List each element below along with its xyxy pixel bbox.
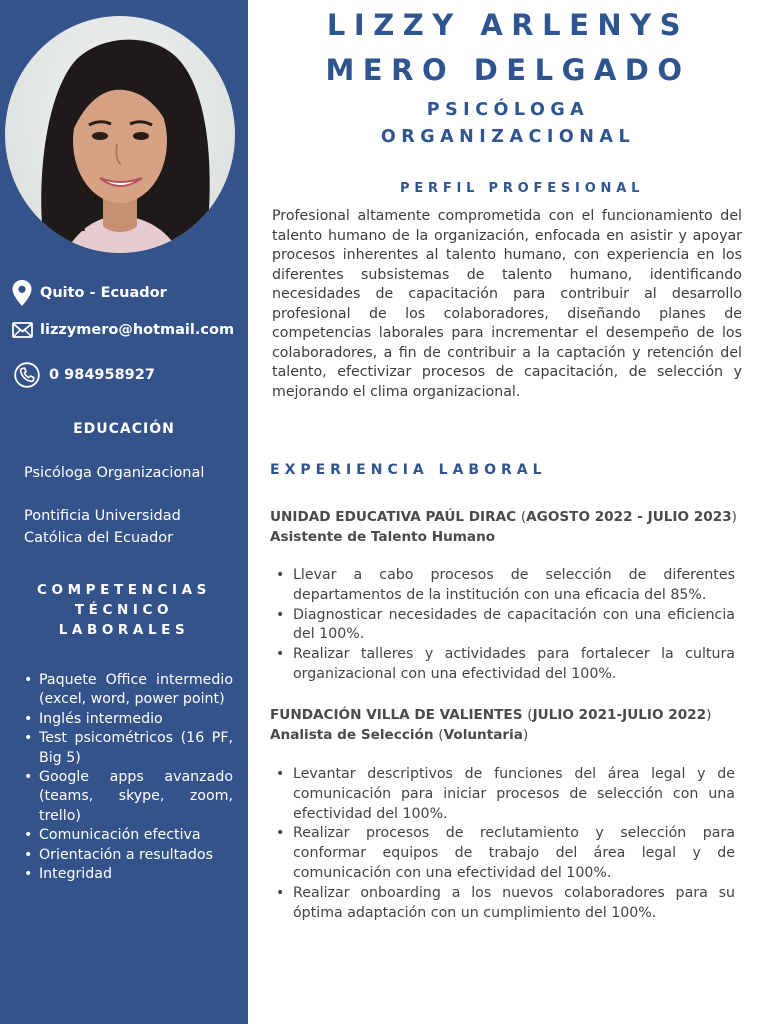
education-heading: EDUCACIÓN [73, 421, 175, 437]
job-bullets [293, 765, 735, 923]
list-item: • Realizar procesos de reclutamiento y selección para conformar equipos de trabajo del área legal y de comunicación con una efectividad del 100%. [293, 824, 735, 883]
location-pin-icon [12, 280, 32, 306]
phone-text[interactable]: 0 984958927 [49, 367, 155, 383]
list-item: • Paquete Office intermedio (excel, word, power point) [39, 671, 233, 710]
competencies-heading-line: TÉCNICO [74, 602, 174, 618]
job-position: Asistente de Talento Humano [270, 529, 496, 545]
job-company-line: UNIDAD EDUCATIVA PAÚL DIRAC (AGOSTO 2022 - JULIO 2023) [270, 509, 737, 525]
job-position: Analista de Selección [270, 727, 434, 743]
role-line-2: ORGANIZACIONAL [380, 127, 636, 147]
profile-text: Profesional altamente comprometida con el funcionamiento del talento humano de la organización, enfocada en asistir y apoyar procesos inherentes al talento humano, con experiencia en los diferentes subsistemas de talento humano, identificando necesidades de capacitación para contribuir al desarrollo profesional de los colaboradores, diseñando planes de competencias laborales para incrementar el desempeño de los colaboradores, a fin de contribuir a la captación y retención del talento, efectivizar procesos de capacitación, de selección y mejorando el clima organizacional. [272, 208, 742, 400]
list-item: • Inglés intermedio [39, 710, 233, 729]
competencies-heading-line: LABORALES [58, 622, 190, 638]
contact-email[interactable] [12, 322, 234, 338]
contact-phone[interactable] [14, 362, 155, 388]
job-bullets [293, 566, 735, 685]
email-text[interactable]: lizzymero@hotmail.com [40, 322, 235, 338]
competencies-list [39, 671, 233, 884]
contact-location [12, 280, 167, 306]
list-item: • Realizar talleres y actividades para fortalecer la cultura organizacional con una efectividad del 100%. [293, 645, 735, 685]
phone-icon [14, 362, 40, 388]
envelope-icon [12, 322, 33, 338]
name-line-2: MERO DELGADO [325, 53, 691, 87]
job-company-line: FUNDACIÓN VILLA DE VALIENTES (JULIO 2021-JULIO 2022) [270, 707, 712, 723]
list-item: • Diagnosticar necesidades de capacitación con una eficiencia del 100%. [293, 606, 735, 646]
list-item: • Comunicación efectiva [39, 826, 233, 845]
list-item: • Realizar onboarding a los nuevos colaboradores para su óptima adaptación con un cumplimiento del 100%. [293, 884, 735, 924]
job-company: FUNDACIÓN VILLA DE VALIENTES [270, 707, 523, 723]
sidebar [0, 0, 248, 1024]
experience-heading: EXPERIENCIA LABORAL [270, 462, 547, 478]
name-line-1: LIZZY ARLENYS [326, 8, 690, 42]
profile-photo [5, 16, 235, 253]
job-position-line: Analista de Selección (Voluntaria) [270, 727, 529, 743]
list-item: • Google apps avanzado (teams, skype, zoom, trello) [39, 768, 233, 826]
competencies-heading [0, 580, 248, 640]
education-degree: Psicóloga Organizacional [24, 465, 205, 481]
job-position-note: Voluntaria [443, 727, 523, 743]
list-item: • Integridad [39, 865, 233, 884]
role-line-1: PSICÓLOGA [426, 100, 590, 120]
list-item: • Levantar descriptivos de funciones del área legal y de comunicación para iniciar procesos de selección con una efectividad del 100%. [293, 765, 735, 824]
job-company: UNIDAD EDUCATIVA PAÚL DIRAC [270, 509, 517, 525]
location-text: Quito - Ecuador [40, 285, 167, 301]
list-item: • Llevar a cabo procesos de selección de diferentes departamentos de la institución con una eficacia del 85%. [293, 566, 735, 606]
list-item: • Orientación a resultados [39, 846, 233, 865]
competencies-heading-line: COMPETENCIAS [37, 582, 211, 598]
education-university: Pontificia Universidad Católica del Ecuador [24, 508, 181, 546]
profile-heading: PERFIL PROFESIONAL [400, 181, 645, 196]
list-item: • Test psicométricos (16 PF, Big 5) [39, 729, 233, 768]
job-period: JULIO 2021-JULIO 2022 [532, 707, 707, 723]
job-period: AGOSTO 2022 - JULIO 2023 [526, 509, 732, 525]
